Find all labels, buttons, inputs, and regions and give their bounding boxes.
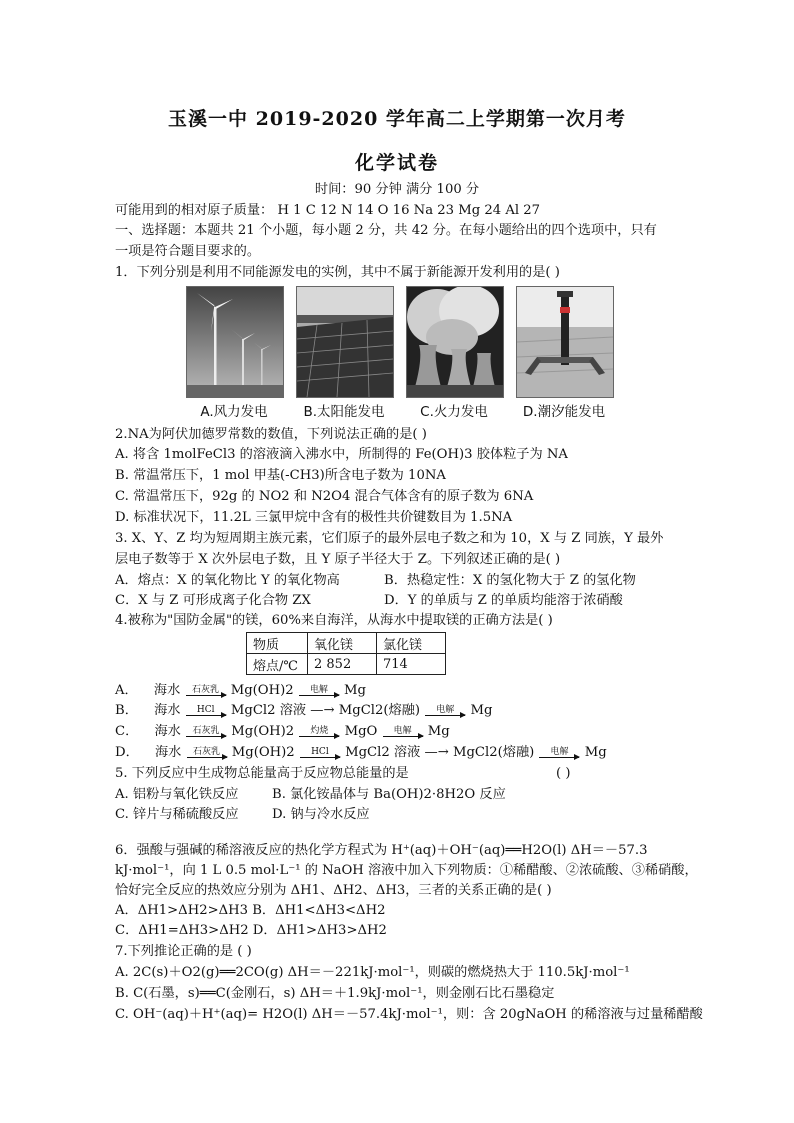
q3-option-d: D．Y 的单质与 Z 的单质均能溶于浓硝酸: [384, 593, 623, 608]
q2-option-d: D. 标准状况下，11.2L 三氯甲烷中含有的极性共价键数目为 1.5NA: [115, 510, 513, 525]
dash-arrow: —→: [424, 745, 449, 760]
page-subtitle: 化学试卷: [354, 152, 439, 174]
q5-answer-paren: ( ): [556, 766, 571, 781]
q7-stem: 7.下列推论正确的是 ( ): [115, 944, 252, 959]
q1-images: [186, 286, 611, 422]
seawater-text: 海水: [153, 683, 181, 698]
q3-option-a: A．熔点：X 的氧化物比 Y 的氧化物高: [115, 573, 340, 588]
q2-option-a: A. 将含 1molFeCl3 的溶液滴入沸水中，所制得的 Fe(OH)3 胶体粒子为 NA: [115, 447, 568, 462]
q6-options-ab: A．ΔH1>ΔH2>ΔH3 B．ΔH1<ΔH3<ΔH2: [115, 903, 386, 918]
product-text: Mg: [344, 683, 366, 698]
q2-stem: 2.NA为阿伏加德罗常数的数值，下列说法正确的是( ): [115, 427, 427, 442]
table-row: [247, 633, 446, 654]
seawater-text: 海水: [154, 724, 181, 739]
tidal-power-image: [516, 286, 614, 398]
product-text: Mg(OH)2: [231, 724, 295, 739]
product-text: Mg(OH)2: [231, 745, 295, 760]
q4-option-a: [115, 682, 366, 700]
q6-line-2: kJ·mol⁻¹，向 1 L 0.5 mol·L⁻¹ 的 NaOH 溶液中加入下列物质：①稀醋酸、②浓硫酸、③稀硝酸，: [115, 863, 698, 878]
q2-option-b: B. 常温常压下，1 mol 甲基(-CH3)所含电子数为 10NA: [115, 468, 446, 483]
table-cell: 氧化镁: [308, 633, 377, 654]
melting-point-table: [246, 632, 446, 675]
product-text: MgCl2(熔融): [338, 703, 421, 718]
option-label: B．: [115, 703, 138, 718]
reaction-arrow: [187, 748, 227, 758]
reaction-arrow: [186, 727, 226, 737]
option-b-image-label: B.太阳能发电: [303, 404, 385, 420]
q7-option-c: C. OH⁻(aq)＋H⁺(aq)= H2O(l) ΔH＝－57.4kJ·mol⁻¹，则：含 20gNaOH 的稀溶液与过量稀醋酸: [115, 1007, 703, 1022]
product-text: Mg: [470, 703, 493, 718]
q4-stem: 4.被称为"国防金属"的镁，60%来自海洋，从海水中提取镁的正确方法是( ): [115, 613, 553, 628]
page-title: 玉溪一中 2019-2020 学年高二上学期第一次月考: [168, 108, 626, 130]
product-text: Mg: [427, 724, 450, 739]
table-cell: 714: [377, 654, 446, 675]
reaction-arrow: [539, 748, 579, 758]
reaction-arrow: [186, 706, 226, 716]
option-label: A．: [115, 683, 138, 698]
reaction-arrow: [299, 727, 339, 737]
section-instructions-2: 一项是符合题目要求的。: [115, 244, 261, 259]
q3-stem-2: 层电子数等于 X 次外层电子数，且 Y 原子半径大于 Z。下列叙述正确的是( ): [115, 552, 561, 567]
table-cell: 物质: [247, 633, 308, 654]
product-text: MgCl2(熔融): [452, 745, 535, 760]
q2-option-c: C. 常温常压下，92g 的 NO2 和 N2O4 混合气体含有的原子数为 6NA: [115, 489, 534, 504]
arrow-label: 电解: [550, 746, 569, 757]
table-row: [247, 654, 446, 675]
product-text: MgO: [344, 724, 378, 739]
section-instructions-1: 一、选择题：本题共 21 个小题，每小题 2 分，共 42 分。在每小题给出的四个选项中，只有: [115, 223, 657, 238]
arrow-label: HCl: [311, 746, 329, 757]
arrow-label: HCl: [196, 704, 215, 715]
q6-line-3: 恰好完全反应的热效应分别为 ΔH1、ΔH2、ΔH3，三者的关系正确的是( ): [115, 883, 552, 898]
table-cell: 熔点/℃: [247, 654, 308, 675]
arrow-label: 电解: [309, 684, 328, 695]
table-cell: 2 852: [308, 654, 377, 675]
product-text: MgCl2 溶液: [230, 703, 307, 718]
q3-stem-1: 3. X、Y、Z 均为短周期主族元素，它们原子的最外层电子数之和为 10，X 与 Z 同族，Y 最外: [115, 531, 664, 546]
reaction-arrow: [383, 727, 423, 737]
q3-option-c: C．X 与 Z 可形成离子化合物 ZX: [115, 593, 311, 608]
q5-option-a: A. 铝粉与氧化铁反应: [115, 787, 239, 802]
product-text: Mg(OH)2: [230, 683, 294, 698]
reaction-arrow: [300, 748, 340, 758]
arrow-label: 灼烧: [310, 725, 329, 736]
arrow-label: 石灰乳: [192, 725, 220, 736]
seawater-text: 海水: [154, 745, 182, 760]
wind-turbine-image: [186, 286, 284, 398]
q4-option-d: [115, 744, 607, 762]
product-text: MgCl2 溶液: [345, 745, 421, 760]
option-label: C．: [115, 724, 139, 739]
dash-arrow: —→: [310, 703, 335, 718]
q1-stem: 1．下列分别是利用不同能源发电的实例，其中不属于新能源开发利用的是( ): [115, 265, 560, 280]
arrow-label: 电解: [436, 704, 455, 715]
atomic-masses: 可能用到的相对原子质量： H 1 C 12 N 14 O 16 Na 23 Mg 24 Al 27: [115, 203, 541, 218]
reaction-arrow: [299, 686, 339, 696]
arrow-label: 电解: [393, 725, 412, 736]
arrow-label: 石灰乳: [191, 684, 219, 695]
reaction-arrow: [425, 706, 465, 716]
power-plant-image: [406, 286, 504, 398]
table-cell: 氯化镁: [377, 633, 446, 654]
q6-line-1: 6．强酸与强碱的稀溶液反应的热化学方程式为 H⁺(aq)＋OH⁻(aq)══H2O(l) ΔH＝－57.3: [115, 843, 648, 858]
q5-option-c: C. 锌片与稀硫酸反应: [115, 807, 239, 822]
time-line: 时间：90 分钟 满分 100 分: [314, 182, 480, 197]
q4-option-b: [115, 702, 492, 720]
q3-option-b: B．热稳定性：X 的氢化物大于 Z 的氢化物: [384, 573, 636, 588]
option-a-image-label: A.风力发电: [200, 404, 268, 420]
q5-stem: 5. 下列反应中生成物总能量高于反应物总能量的是: [115, 766, 409, 781]
q7-option-a: A. 2C(s)＋O2(g)══2CO(g) ΔH＝－221kJ·mol⁻¹，则碳的燃烧热大于 110.5kJ·mol⁻¹: [115, 965, 630, 980]
q4-option-c: [115, 723, 450, 741]
seawater-text: 海水: [154, 703, 181, 718]
option-c-image-label: C.火力发电: [420, 404, 488, 420]
q6-options-cd: C．ΔH1=ΔH3>ΔH2 D．ΔH1>ΔH3>ΔH2: [115, 923, 387, 938]
q5-option-b: B. 氯化铵晶体与 Ba(OH)2·8H2O 反应: [272, 787, 506, 802]
solar-panel-image: [296, 286, 394, 398]
product-text: Mg: [584, 745, 607, 760]
arrow-label: 石灰乳: [193, 746, 221, 757]
q7-option-b: B. C(石墨，s)══C(金刚石，s) ΔH＝＋1.9kJ·mol⁻¹，则金刚石比石墨稳定: [115, 986, 555, 1001]
option-label: D．: [115, 745, 139, 760]
reaction-arrow: [186, 686, 226, 696]
q5-option-d: D. 钠与冷水反应: [272, 807, 370, 822]
option-d-image-label: D.潮汐能发电: [522, 404, 606, 420]
